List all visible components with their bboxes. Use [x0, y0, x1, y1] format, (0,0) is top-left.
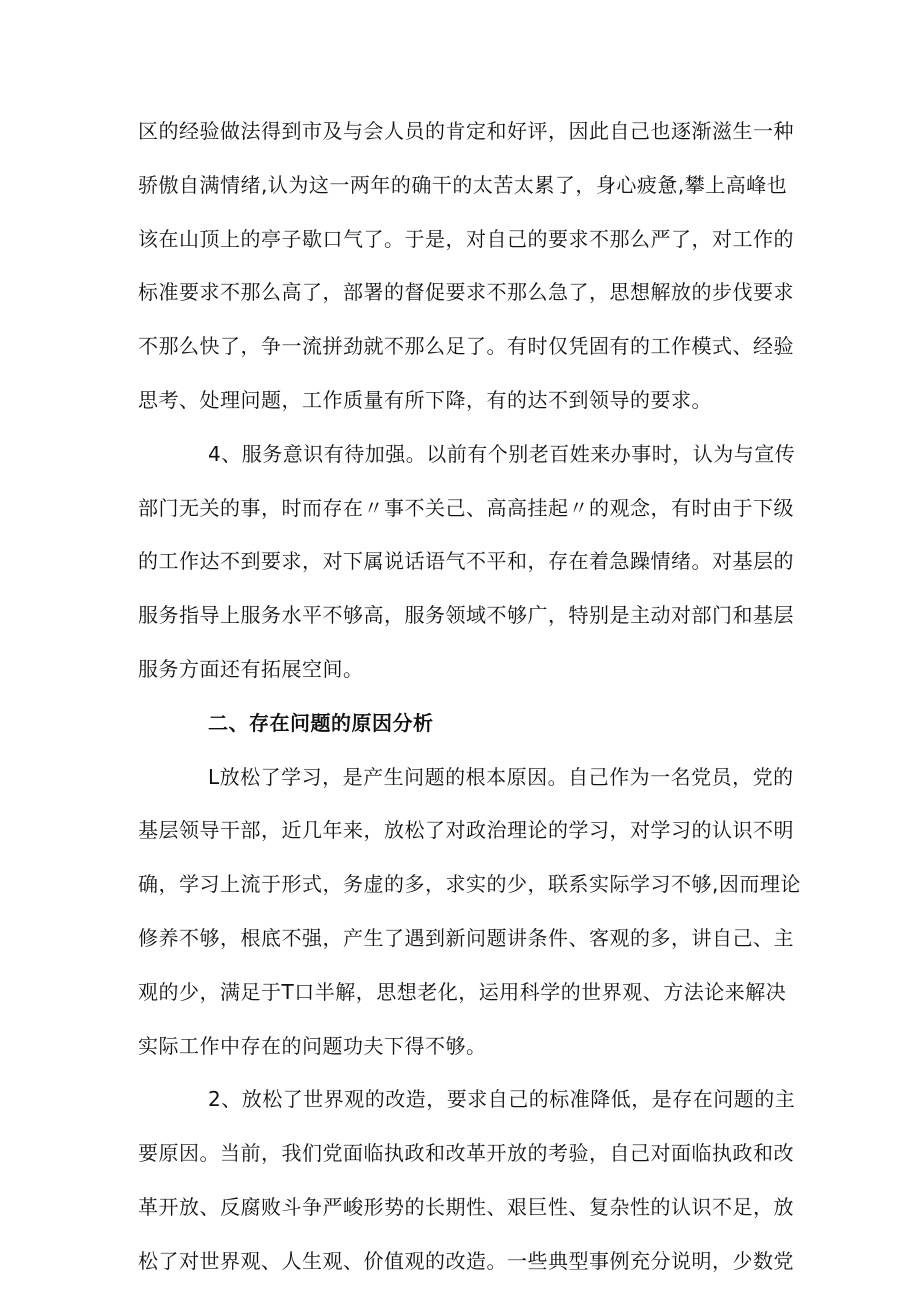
section-heading: 二、存在问题的原因分析	[208, 710, 434, 735]
text-line: 要原因。当前，我们党面临执政和改革开放的考验，自己对面临执政和改	[138, 1141, 794, 1166]
paragraph-first-line: 4、服务意识有待加强。以前有个别老百姓来办事时，认为与宣传	[208, 441, 796, 466]
text-line: 区的经验做法得到市及与会人员的肯定和好评，因此自己也逐渐滋生一种	[138, 119, 794, 143]
text-line: 革开放、反腐败斗争严峻形势的长期性、艰巨性、复杂性的认识不足，放	[138, 1194, 794, 1219]
text-line: 实际工作中存在的问题功夫下得不够。	[138, 1033, 487, 1058]
text-line: 不那么快了，争一流拼劲就不那么足了。有时仅凭固有的工作模式、经验	[138, 334, 794, 359]
text-line: 思考、处理问题，工作质量有所下降，有的达不到领导的要求。	[138, 387, 712, 412]
text-line: 观的少，满足于T口半解，思想老化，运用科学的世界观、方法论来解决	[138, 979, 787, 1004]
text-line: 服务指导上服务水平不够高，服务领域不够广，特别是主动对部门和基层	[138, 603, 794, 628]
text-line: 基层领导干部，近几年来，放松了对政治理论的学习，对学习的认识不明	[138, 818, 794, 843]
text-line: 服务方面还有拓展空间。	[138, 656, 364, 681]
text-line: 修养不够，根底不强，产生了遇到新问题讲条件、客观的多，讲自己、主	[138, 925, 794, 950]
text-line: 松了对世界观、人生观、价值观的改造。一些典型事例充分说明，少数党	[138, 1248, 794, 1273]
paragraph-first-line: 2、放松了世界观的改造，要求自己的标准降低，是存在问题的主	[208, 1087, 796, 1112]
paragraph-first-line: L放松了学习，是产生问题的根本原因。自己作为一名党员，党的	[208, 764, 794, 789]
text-line: 标准要求不那么高了，部署的督促要求不那么急了，思想解放的步伐要求	[138, 280, 794, 305]
text-line: 确，学习上流于形式，务虚的多，求实的少，联系实际学习不够,因而理论	[138, 872, 801, 897]
text-line: 该在山顶上的亭子歇口气了。于是，对自己的要求不那么严了，对工作的	[138, 226, 794, 251]
text-line: 骄傲自满情绪,认为这一两年的确干的太苦太累了，身心疲惫,攀上高峰也	[138, 172, 788, 197]
text-line: 部门无关的事，时而存在〃事不关己、高高挂起〃的观念，有时由于下级	[138, 495, 794, 520]
text-line: 的工作达不到要求，对下属说话语气不平和，存在着急躁情绪。对基层的	[138, 549, 794, 574]
